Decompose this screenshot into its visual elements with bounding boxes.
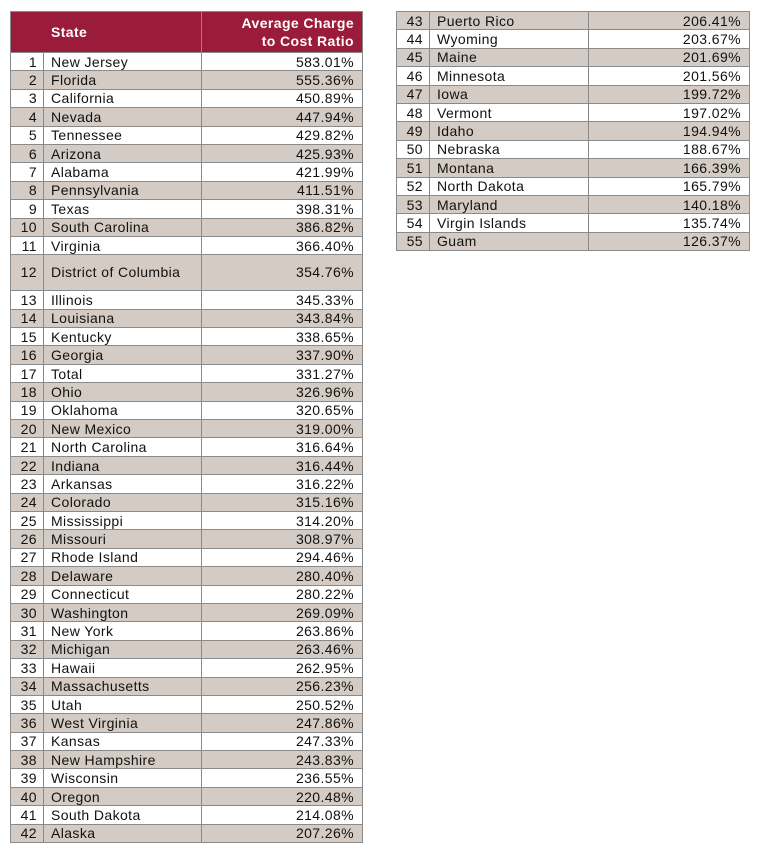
rank-cell: 19 [11, 401, 44, 419]
rank-cell: 42 [11, 824, 44, 842]
state-cell: Arkansas [44, 475, 202, 493]
rank-cell: 55 [397, 232, 430, 250]
table-row [11, 475, 363, 493]
table-row [11, 383, 363, 401]
state-cell: Hawaii [44, 659, 202, 677]
table-row [11, 714, 363, 732]
value-cell: 326.96% [202, 383, 363, 401]
table-row [11, 824, 363, 842]
state-cell: Missouri [44, 530, 202, 548]
rank-cell: 16 [11, 346, 44, 364]
right-table-body [397, 12, 750, 251]
rank-cell: 38 [11, 751, 44, 769]
value-cell: 199.72% [589, 85, 750, 103]
rank-cell: 32 [11, 640, 44, 658]
rank-cell: 45 [397, 48, 430, 66]
rank-cell: 35 [11, 695, 44, 713]
value-cell: 263.46% [202, 640, 363, 658]
rank-cell: 52 [397, 177, 430, 195]
value-cell: 331.27% [202, 364, 363, 382]
state-cell: Guam [430, 232, 589, 250]
table-row [11, 401, 363, 419]
rank-cell: 26 [11, 530, 44, 548]
rank-cell: 40 [11, 787, 44, 805]
state-column-header: State [11, 12, 202, 53]
rank-cell: 5 [11, 126, 44, 144]
state-cell: South Carolina [44, 218, 202, 236]
rank-cell: 50 [397, 140, 430, 158]
table-row [397, 67, 750, 85]
value-cell: 236.55% [202, 769, 363, 787]
value-cell: 345.33% [202, 291, 363, 309]
table-row [11, 218, 363, 236]
state-cell: New Hampshire [44, 751, 202, 769]
value-cell: 188.67% [589, 140, 750, 158]
table-row [11, 456, 363, 474]
state-cell: Rhode Island [44, 548, 202, 566]
rank-cell: 49 [397, 122, 430, 140]
table-row [11, 438, 363, 456]
ratio-column-header [202, 12, 363, 53]
value-cell: 425.93% [202, 144, 363, 162]
state-cell: Massachusetts [44, 677, 202, 695]
state-cell: Montana [430, 159, 589, 177]
state-cell: Nebraska [430, 140, 589, 158]
rank-cell: 10 [11, 218, 44, 236]
value-cell: 262.95% [202, 659, 363, 677]
rank-cell: 6 [11, 144, 44, 162]
state-cell: North Dakota [430, 177, 589, 195]
table-row [11, 787, 363, 805]
table-row [11, 89, 363, 107]
state-cell: Vermont [430, 103, 589, 121]
rank-cell: 44 [397, 30, 430, 48]
state-cell: Utah [44, 695, 202, 713]
rank-cell: 31 [11, 622, 44, 640]
value-cell: 206.41% [589, 12, 750, 30]
rank-cell: 8 [11, 181, 44, 199]
state-cell: Washington [44, 603, 202, 621]
value-cell: 247.86% [202, 714, 363, 732]
table-row [11, 732, 363, 750]
table-row [11, 493, 363, 511]
left-table-body [11, 53, 363, 843]
state-cell: Georgia [44, 346, 202, 364]
rank-cell: 22 [11, 456, 44, 474]
value-cell: 398.31% [202, 200, 363, 218]
table-row [11, 255, 363, 291]
value-cell: 555.36% [202, 71, 363, 89]
ratio-table-right [396, 11, 750, 251]
ratio-header-line2: to Cost Ratio [261, 33, 355, 49]
value-cell: 354.76% [202, 255, 363, 291]
value-cell: 343.84% [202, 309, 363, 327]
state-cell: New York [44, 622, 202, 640]
table-row [11, 640, 363, 658]
state-cell: Mississippi [44, 511, 202, 529]
state-cell: Nevada [44, 108, 202, 126]
table-row [11, 769, 363, 787]
value-cell: 280.40% [202, 567, 363, 585]
state-cell: Louisiana [44, 309, 202, 327]
value-cell: 316.22% [202, 475, 363, 493]
value-cell: 214.08% [202, 806, 363, 824]
rank-cell: 34 [11, 677, 44, 695]
table-row [397, 85, 750, 103]
state-cell: Indiana [44, 456, 202, 474]
table-row [11, 695, 363, 713]
state-cell: Florida [44, 71, 202, 89]
state-cell: Maryland [430, 195, 589, 213]
table-row [397, 30, 750, 48]
table-row [397, 159, 750, 177]
value-cell: 140.18% [589, 195, 750, 213]
table-row [11, 603, 363, 621]
table-row [397, 195, 750, 213]
state-cell: Delaware [44, 567, 202, 585]
value-cell: 338.65% [202, 328, 363, 346]
value-cell: 308.97% [202, 530, 363, 548]
table-row [11, 677, 363, 695]
rank-cell: 43 [397, 12, 430, 30]
value-cell: 429.82% [202, 126, 363, 144]
state-cell: District of Columbia [44, 255, 202, 291]
state-cell: Arizona [44, 144, 202, 162]
table-row [11, 108, 363, 126]
state-cell: South Dakota [44, 806, 202, 824]
table-row [11, 806, 363, 824]
state-cell: Ohio [44, 383, 202, 401]
table-row [11, 163, 363, 181]
state-cell: New Jersey [44, 53, 202, 71]
rank-cell: 18 [11, 383, 44, 401]
rank-cell: 46 [397, 67, 430, 85]
value-cell: 421.99% [202, 163, 363, 181]
value-cell: 166.39% [589, 159, 750, 177]
table-row [397, 177, 750, 195]
state-cell: Oregon [44, 787, 202, 805]
value-cell: 197.02% [589, 103, 750, 121]
value-cell: 201.56% [589, 67, 750, 85]
table-row [11, 346, 363, 364]
rank-cell: 2 [11, 71, 44, 89]
ratio-table-left [10, 11, 363, 843]
rank-cell: 27 [11, 548, 44, 566]
rank-cell: 15 [11, 328, 44, 346]
table-row [11, 126, 363, 144]
state-cell: Maine [430, 48, 589, 66]
state-cell: Virginia [44, 236, 202, 254]
rank-cell: 3 [11, 89, 44, 107]
table-row [397, 12, 750, 30]
table-header-row [11, 12, 363, 53]
table-row [397, 48, 750, 66]
rank-cell: 14 [11, 309, 44, 327]
table-row [11, 659, 363, 677]
value-cell: 263.86% [202, 622, 363, 640]
table-row [11, 364, 363, 382]
table-row [11, 181, 363, 199]
value-cell: 135.74% [589, 214, 750, 232]
state-cell: Michigan [44, 640, 202, 658]
value-cell: 319.00% [202, 420, 363, 438]
rank-cell: 1 [11, 53, 44, 71]
table-row [11, 511, 363, 529]
value-cell: 220.48% [202, 787, 363, 805]
value-cell: 256.23% [202, 677, 363, 695]
value-cell: 294.46% [202, 548, 363, 566]
state-cell: West Virginia [44, 714, 202, 732]
rank-cell: 37 [11, 732, 44, 750]
value-cell: 201.69% [589, 48, 750, 66]
state-cell: Connecticut [44, 585, 202, 603]
rank-cell: 13 [11, 291, 44, 309]
value-cell: 447.94% [202, 108, 363, 126]
table-row [11, 530, 363, 548]
rank-cell: 29 [11, 585, 44, 603]
table-row [397, 140, 750, 158]
rank-cell: 53 [397, 195, 430, 213]
rank-cell: 36 [11, 714, 44, 732]
table-row [11, 236, 363, 254]
rank-cell: 4 [11, 108, 44, 126]
state-cell: Kentucky [44, 328, 202, 346]
rank-cell: 11 [11, 236, 44, 254]
value-cell: 411.51% [202, 181, 363, 199]
value-cell: 316.64% [202, 438, 363, 456]
table-row [11, 567, 363, 585]
rank-cell: 7 [11, 163, 44, 181]
value-cell: 207.26% [202, 824, 363, 842]
rank-cell: 9 [11, 200, 44, 218]
rank-cell: 47 [397, 85, 430, 103]
rank-cell: 51 [397, 159, 430, 177]
table-row [11, 291, 363, 309]
state-cell: Idaho [430, 122, 589, 140]
rank-cell: 39 [11, 769, 44, 787]
table-row [11, 420, 363, 438]
value-cell: 337.90% [202, 346, 363, 364]
table-row [11, 200, 363, 218]
state-cell: Puerto Rico [430, 12, 589, 30]
value-cell: 194.94% [589, 122, 750, 140]
rank-cell: 41 [11, 806, 44, 824]
state-cell: Pennsylvania [44, 181, 202, 199]
value-cell: 366.40% [202, 236, 363, 254]
state-cell: New Mexico [44, 420, 202, 438]
value-cell: 126.37% [589, 232, 750, 250]
rank-cell: 25 [11, 511, 44, 529]
value-cell: 314.20% [202, 511, 363, 529]
rank-cell: 17 [11, 364, 44, 382]
state-cell: California [44, 89, 202, 107]
table-row [397, 214, 750, 232]
state-cell: North Carolina [44, 438, 202, 456]
rank-cell: 30 [11, 603, 44, 621]
value-cell: 316.44% [202, 456, 363, 474]
value-cell: 450.89% [202, 89, 363, 107]
state-cell: Alaska [44, 824, 202, 842]
value-cell: 203.67% [589, 30, 750, 48]
state-cell: Tennessee [44, 126, 202, 144]
rank-cell: 54 [397, 214, 430, 232]
state-cell: Iowa [430, 85, 589, 103]
state-cell: Alabama [44, 163, 202, 181]
state-cell: Wyoming [430, 30, 589, 48]
state-cell: Illinois [44, 291, 202, 309]
state-cell: Virgin Islands [430, 214, 589, 232]
table-row [397, 232, 750, 250]
state-cell: Minnesota [430, 67, 589, 85]
table-row [397, 122, 750, 140]
ratio-header-line1: Average Charge [241, 15, 355, 31]
value-cell: 320.65% [202, 401, 363, 419]
state-cell: Oklahoma [44, 401, 202, 419]
rank-cell: 12 [11, 255, 44, 291]
value-cell: 280.22% [202, 585, 363, 603]
table-row [11, 309, 363, 327]
table-row [11, 751, 363, 769]
value-cell: 165.79% [589, 177, 750, 195]
rank-cell: 28 [11, 567, 44, 585]
state-cell: Texas [44, 200, 202, 218]
table-row [397, 103, 750, 121]
table-row [11, 585, 363, 603]
table-row [11, 53, 363, 71]
rank-cell: 33 [11, 659, 44, 677]
state-cell: Total [44, 364, 202, 382]
table-row [11, 71, 363, 89]
state-cell: Colorado [44, 493, 202, 511]
value-cell: 315.16% [202, 493, 363, 511]
value-cell: 250.52% [202, 695, 363, 713]
table-row [11, 548, 363, 566]
value-cell: 583.01% [202, 53, 363, 71]
table-row [11, 144, 363, 162]
value-cell: 243.83% [202, 751, 363, 769]
state-cell: Kansas [44, 732, 202, 750]
rank-cell: 20 [11, 420, 44, 438]
rank-cell: 21 [11, 438, 44, 456]
rank-cell: 48 [397, 103, 430, 121]
rank-cell: 23 [11, 475, 44, 493]
state-cell: Wisconsin [44, 769, 202, 787]
value-cell: 247.33% [202, 732, 363, 750]
value-cell: 386.82% [202, 218, 363, 236]
value-cell: 269.09% [202, 603, 363, 621]
table-row [11, 622, 363, 640]
table-row [11, 328, 363, 346]
rank-cell: 24 [11, 493, 44, 511]
